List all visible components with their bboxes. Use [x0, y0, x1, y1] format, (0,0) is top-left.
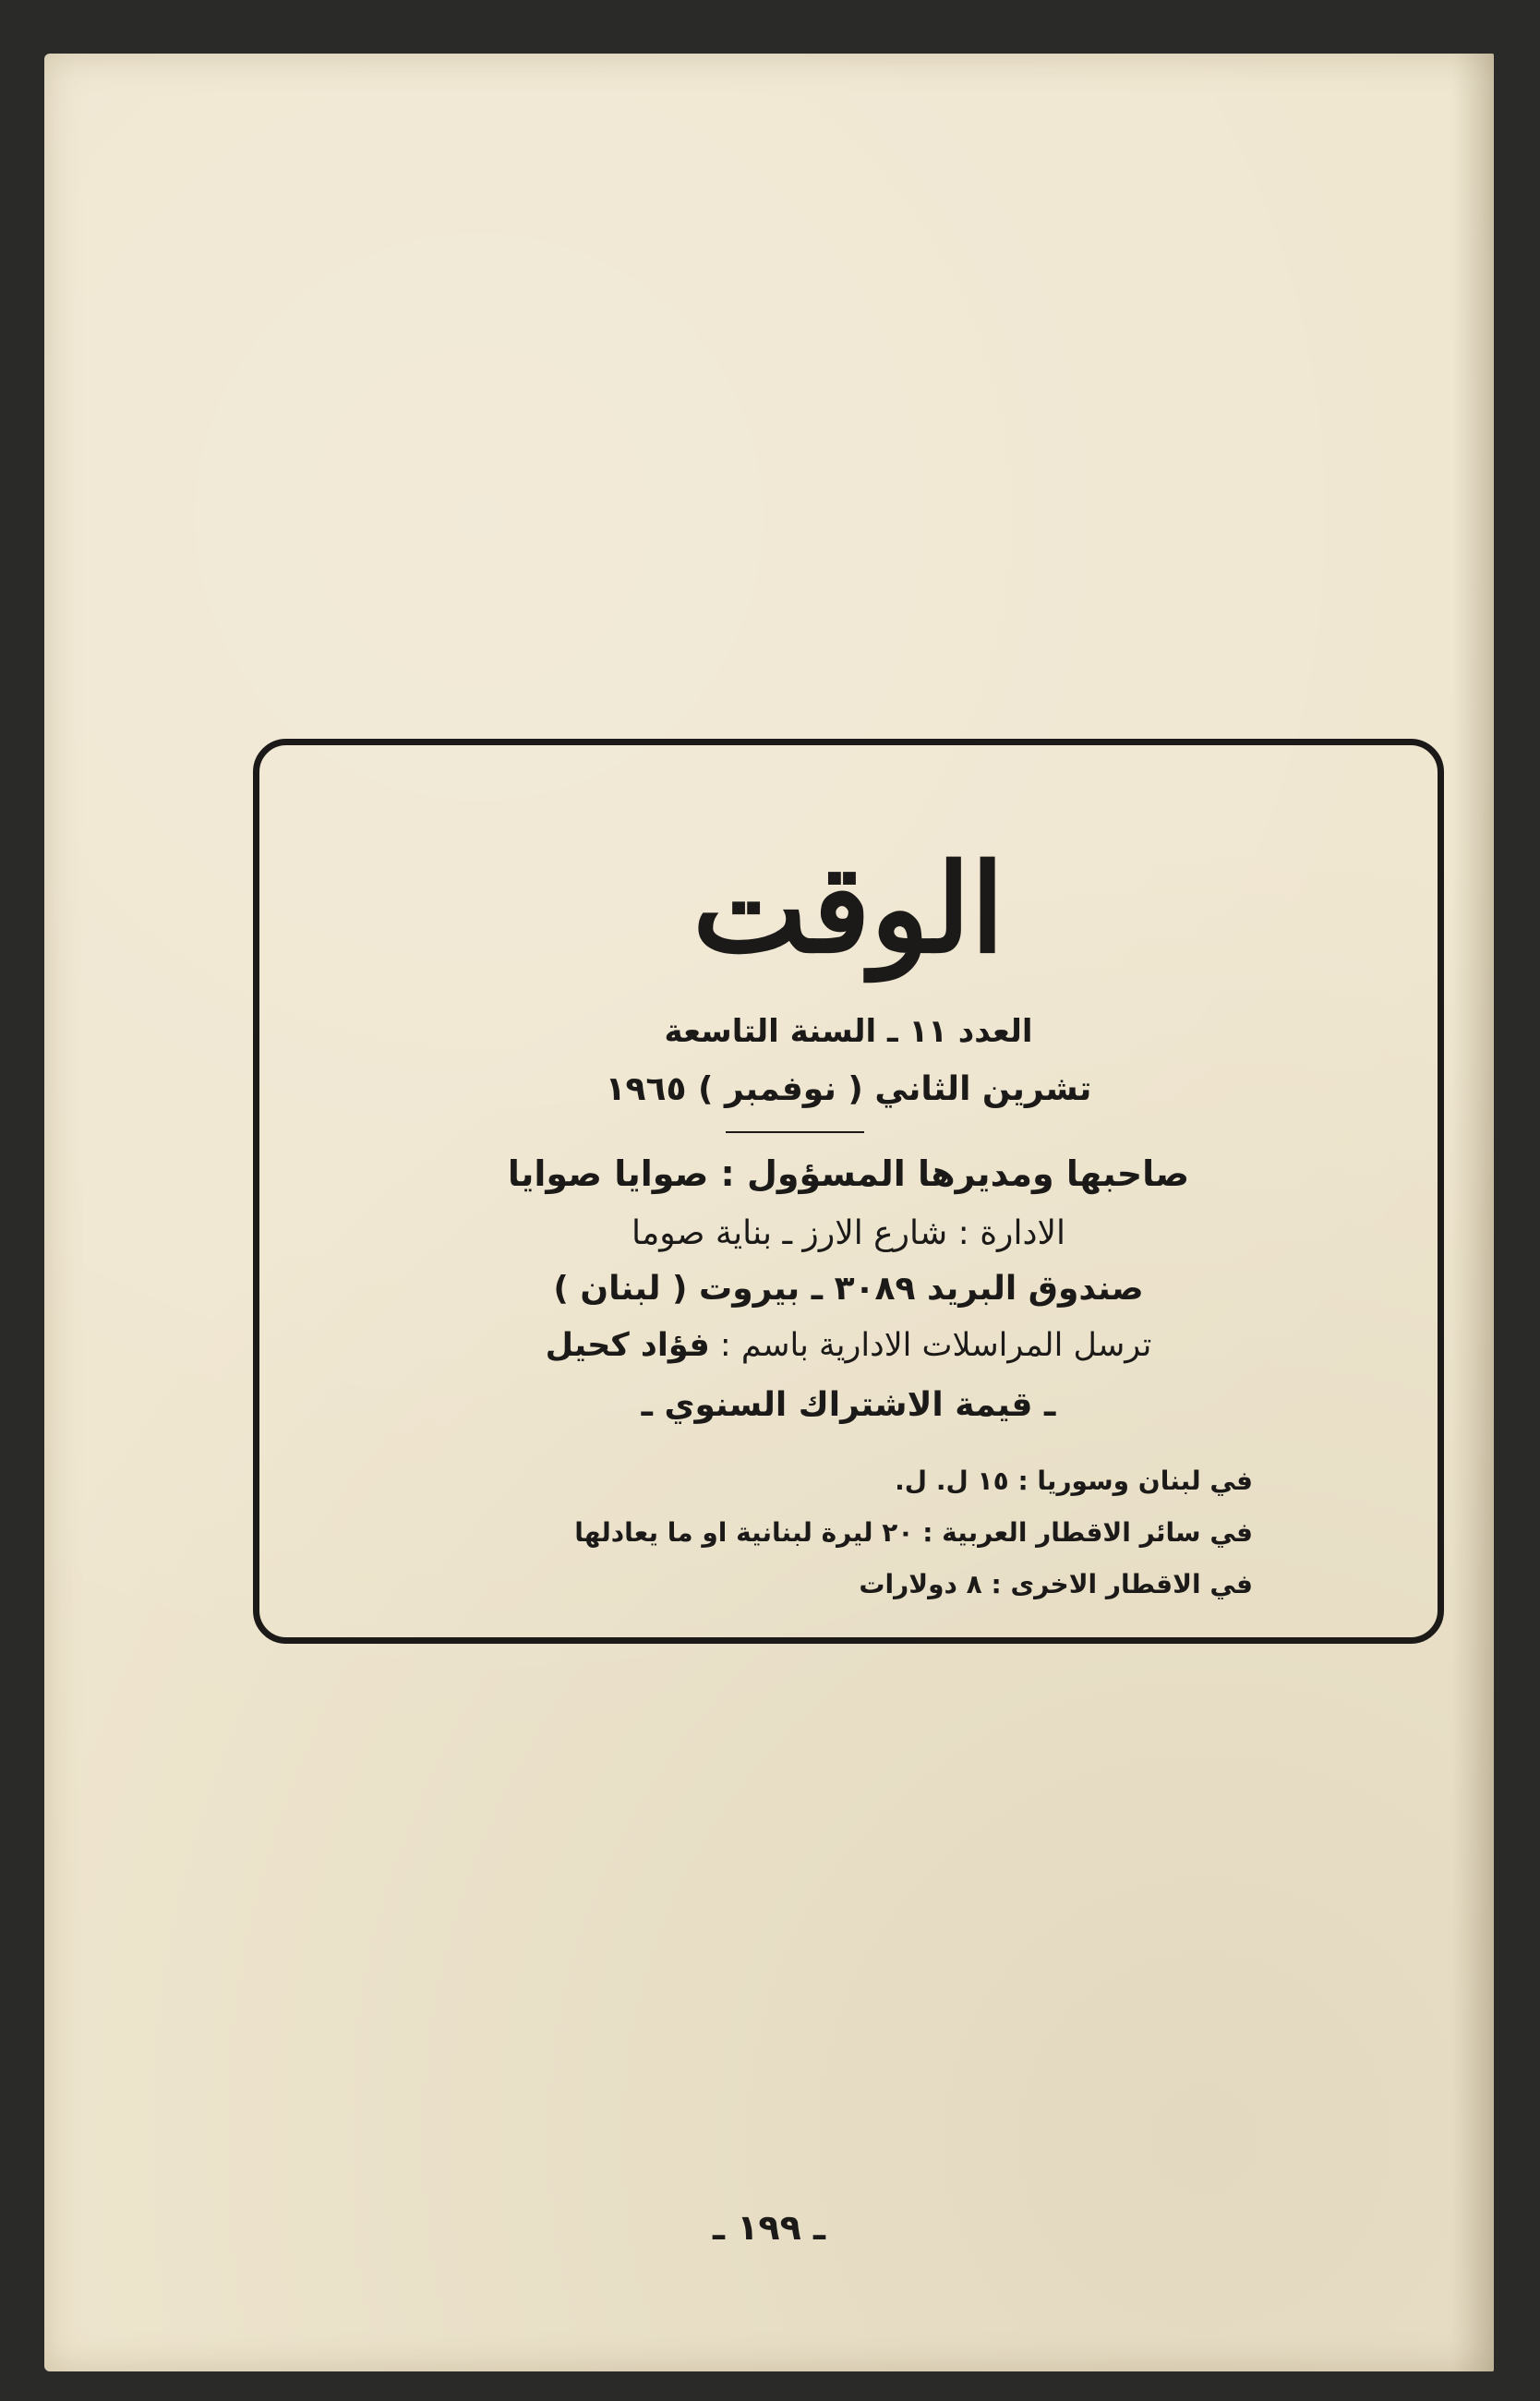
pobox-line: صندوق البريد ٣٠٨٩ ـ بيروت ( لبنان ) [553, 1270, 1144, 1308]
rate-line-arab-countries: في سائر الاقطار العربية : ٢٠ ليرة لبنانية او ما يعادلها [574, 1517, 1253, 1548]
magazine-page [44, 54, 1494, 2371]
divider-rule [726, 1131, 864, 1133]
page-edge-shadow [1451, 54, 1494, 2371]
owner-line: صاحبها ومديرها المسؤول : صوايا صوايا [507, 1153, 1190, 1194]
rate-line-other-countries: في الاقطار الاخرى : ٨ دولارات [859, 1569, 1253, 1599]
correspondence-name: فؤاد كحيل [545, 1327, 710, 1364]
administration-line: الادارة : شارع الارز ـ بناية صوما [631, 1214, 1066, 1252]
rate-line-lebanon-syria: في لبنان وسوريا : ١٥ ل. ل. [895, 1466, 1253, 1496]
masthead-title: الوقت [692, 838, 1005, 981]
colophon-box [253, 739, 1444, 1644]
correspondence-line [352, 1327, 1345, 1364]
issue-line: العدد ١١ ـ السنة التاسعة [664, 1013, 1033, 1050]
page-number: ـ ١٩٩ ـ [712, 2207, 826, 2248]
subscription-heading: ـ قيمة الاشتراك السنوي ـ [641, 1386, 1056, 1424]
correspondence-prefix: ترسل المراسلات الادارية باسم : [719, 1327, 1152, 1364]
date-line: تشرين الثاني ( نوفمبر ) ١٩٦٥ [605, 1070, 1092, 1108]
